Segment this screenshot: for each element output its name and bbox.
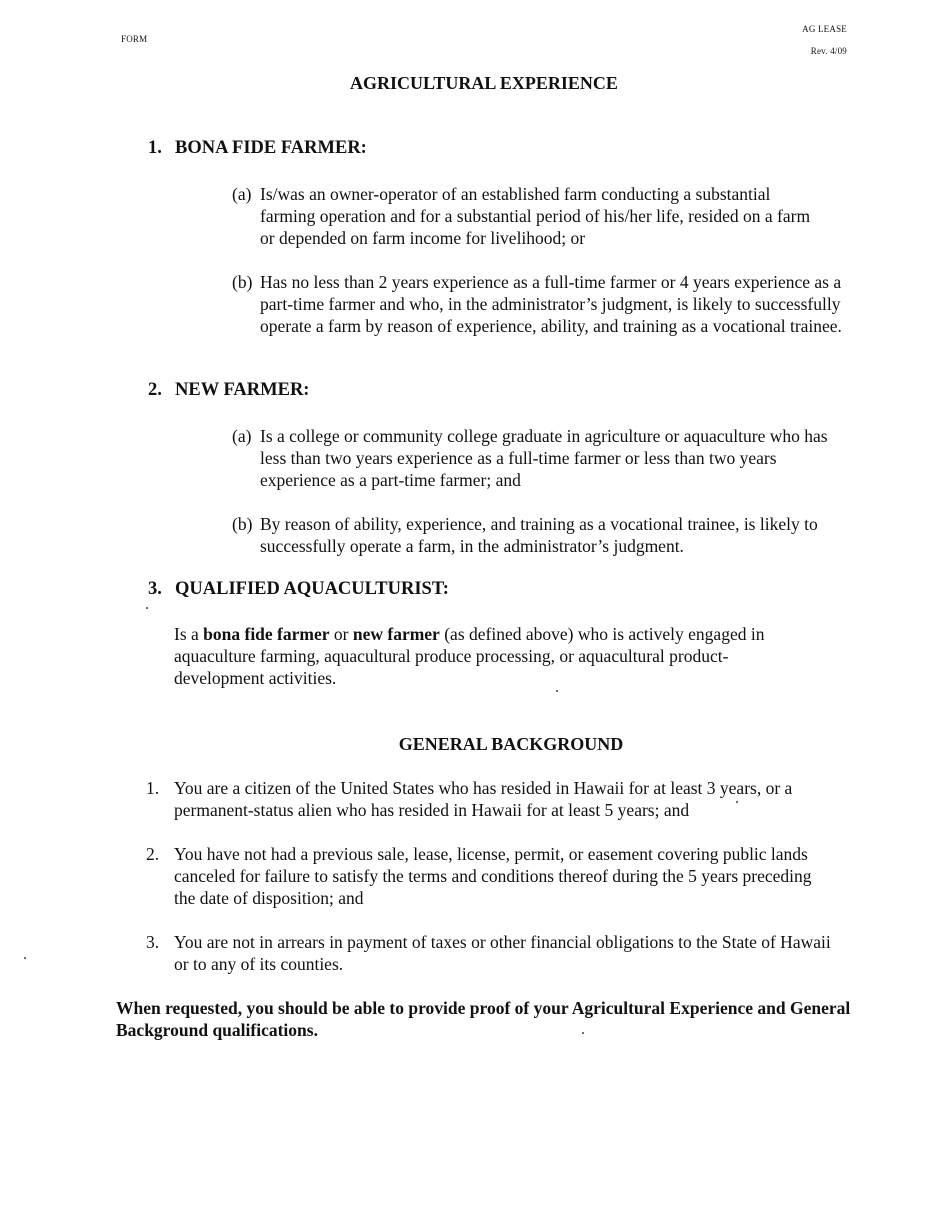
section-title: QUALIFIED AQUACULTURIST:: [175, 579, 449, 599]
form-label: FORM: [121, 34, 148, 44]
item-number: 2.: [146, 844, 160, 864]
section-title: BONA FIDE FARMER:: [175, 138, 367, 158]
definition-text: or: [329, 624, 353, 644]
scan-speck: [736, 801, 738, 803]
item-number: 3.: [146, 932, 160, 952]
closing-statement: When requested, you should be able to provide proof of your Agricultural Experience and General Background qualifications.: [116, 998, 851, 1040]
section-heading-bona-fide-farmer: [148, 138, 367, 159]
section-heading-new-farmer: [148, 380, 309, 401]
scan-speck: [146, 607, 148, 609]
item-text: Has no less than 2 years experience as a full-time farmer or 4 years experience as a part-time farmer and who, in the administrator’s judgment, is likely to successfully operate a farm by reason of experience, ability, and training as a vocational trainee.: [260, 272, 842, 336]
item-text: You are a citizen of the United States who has resided in Hawaii for at least 3 years, or a permanent-status alien who has resided in Hawaii for at least 5 years; and: [174, 778, 793, 820]
general-background-heading: GENERAL BACKGROUND: [398, 734, 624, 754]
section-number: 2.: [148, 380, 162, 400]
item-label: (b): [232, 272, 253, 292]
item-text: Is/was an owner-operator of an established farm conducting a substantial farming operation and for a substantial period of his/her life, resided on a farm or depended on farm income for livelihood; or: [260, 184, 811, 248]
item-label: (a): [232, 426, 252, 446]
term-new-farmer: new farmer: [352, 624, 440, 644]
lease-label: AG LEASE: [802, 24, 847, 34]
definition-text: Is a: [174, 624, 204, 644]
section-heading-qualified-aquaculturist: [148, 579, 449, 600]
scan-speck: [24, 957, 26, 959]
item-text: Is a college or community college graduate in agriculture or aquaculture who has less than two years experience as a full-time farmer or less than two years experience as a part-time farmer; and: [260, 426, 828, 490]
page-title: AGRICULTURAL EXPERIENCE: [350, 73, 618, 93]
section-number: 1.: [148, 138, 162, 158]
section-title: NEW FARMER:: [175, 380, 310, 400]
item-text: You have not had a previous sale, lease, license, permit, or easement covering public lands canceled for failure to satisfy the terms and conditions thereof during the 5 years preceding the date of disposition; and: [174, 844, 812, 908]
scan-speck: [582, 1032, 584, 1034]
item-label: (b): [232, 514, 253, 534]
section-number: 3.: [148, 579, 162, 599]
item-text: You are not in arrears in payment of taxes or other financial obligations to the State of Hawaii or to any of its counties.: [174, 932, 831, 974]
definition-text: (as defined above) who is actively engaged in aquaculture farming, aquacultural produce processing, or aquacultural product-development activities.: [174, 624, 765, 688]
revision-label: Rev. 4/09: [810, 46, 847, 56]
term-bona-fide-farmer: bona fide farmer: [203, 624, 330, 644]
item-number: 1.: [146, 778, 160, 798]
item-text: By reason of ability, experience, and training as a vocational trainee, is likely to successfully operate a farm, in the administrator’s judgment.: [260, 514, 818, 556]
scan-speck: [556, 690, 558, 692]
aquaculturist-definition: [174, 623, 814, 689]
item-label: (a): [232, 184, 252, 204]
